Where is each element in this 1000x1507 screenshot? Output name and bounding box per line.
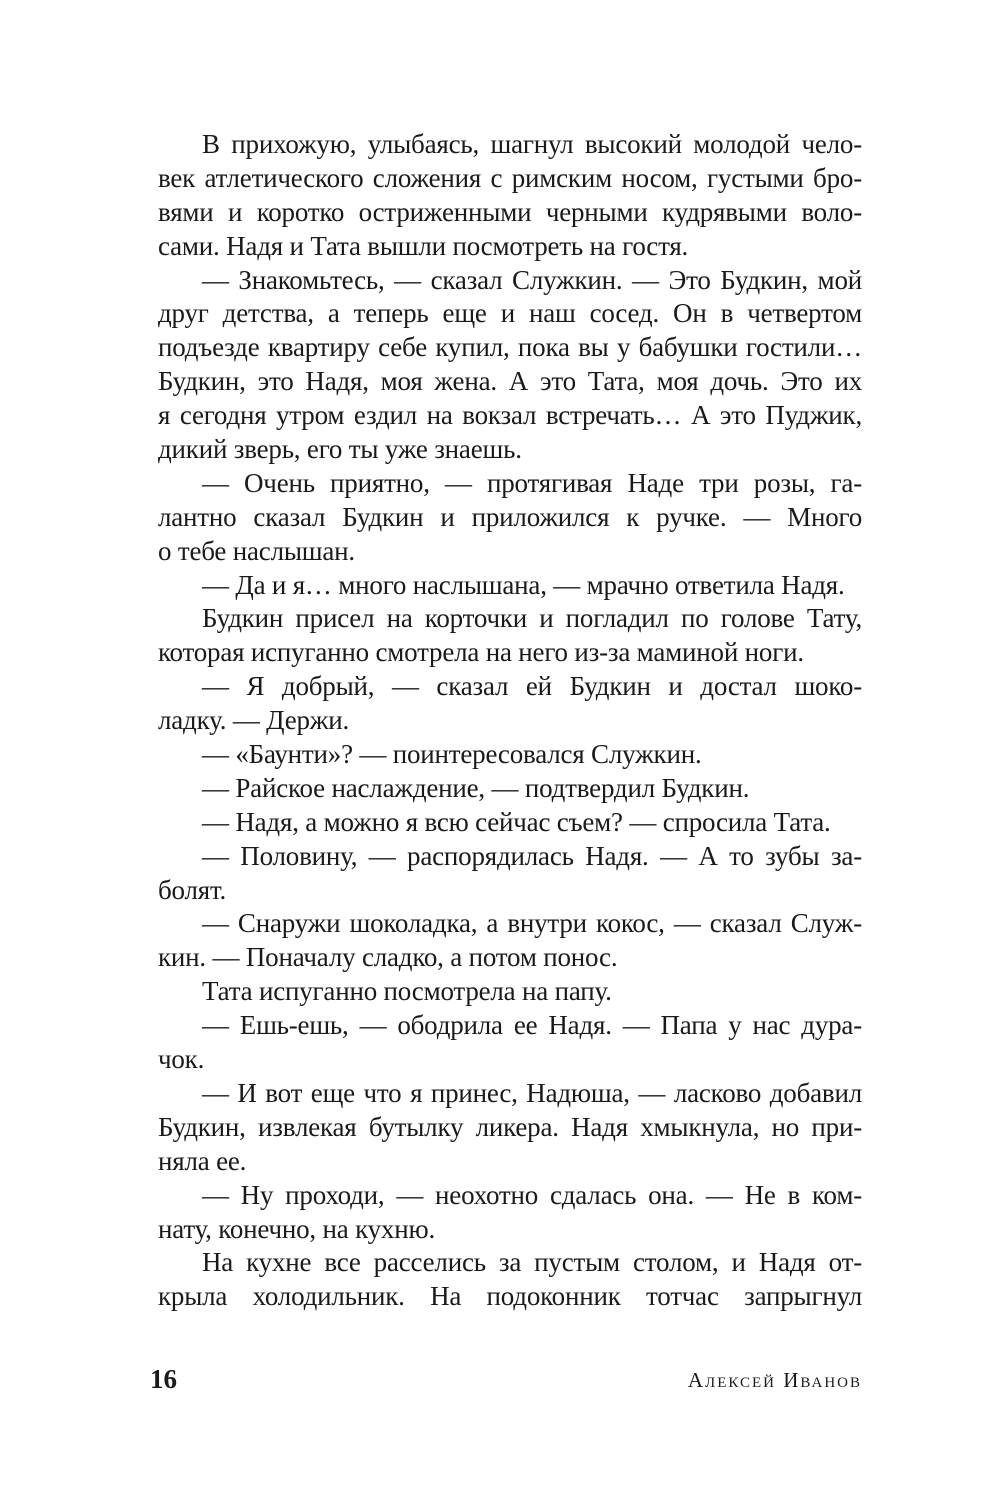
text-line: — Снаружи шоколадка, а внутри кокос, — сказал Служ-: [202, 908, 862, 939]
text-line: сами. Надя и Тата вышли посмотреть на гостя.: [158, 230, 689, 261]
text-line: подъезде квартиру себе купил, пока вы у бабушки гостили…: [158, 332, 862, 363]
body-text: [158, 128, 862, 1314]
text-line: болят.: [158, 874, 227, 905]
text-line: век атлетического сложения с римским носом, густыми бро-: [158, 162, 862, 193]
text-line: — «Баунти»? — поинтересовался Служкин.: [202, 739, 702, 770]
text-line: няла ее.: [158, 1145, 247, 1176]
text-line: — Ешь-ешь, — ободрила ее Надя. — Папа у нас дура-: [202, 1010, 862, 1041]
running-header-author: Алексей Иванов: [687, 1368, 862, 1392]
text-line: вями и коротко остриженными черными кудрявыми воло-: [158, 196, 862, 227]
text-line: — Да и я… много наслышана, — мрачно ответила Надя.: [202, 569, 845, 600]
text-line: — Райское наслаждение, — подтвердил Будкин.: [202, 772, 750, 803]
text-line: Будкин, это Надя, моя жена. А это Тата, моя дочь. Это их: [158, 366, 862, 397]
text-line: лантно сказал Будкин и приложился к ручке. — Много: [158, 501, 862, 532]
text-line: которая испуганно смотрела на него из-за маминой ноги.: [158, 637, 804, 668]
page-number: 16: [150, 1364, 177, 1394]
text-line: — Надя, а можно я всю сейчас съем? — спросила Тата.: [202, 806, 831, 837]
text-line: — Очень приятно, — протягивая Наде три розы, га-: [202, 467, 862, 498]
text-line: — Ну проходи, — неохотно сдалась она. — Не в ком-: [202, 1179, 862, 1210]
text-line: ладку. — Держи.: [158, 705, 350, 736]
text-line: Тата испуганно посмотрела на папу.: [202, 976, 612, 1007]
text-line: дикий зверь, его ты уже знаешь.: [158, 434, 522, 465]
text-line: — Знакомьтесь, — сказал Служкин. — Это Будкин, мой: [202, 264, 862, 295]
text-line: кин. — Поначалу сладко, а потом понос.: [158, 942, 618, 973]
text-line: — И вот еще что я принес, Надюша, — ласково добавил: [202, 1077, 862, 1108]
text-line: чок.: [158, 1044, 205, 1075]
text-line: Будкин, извлекая бутылку ликера. Надя хмыкнула, но при-: [158, 1111, 862, 1142]
text-line: На кухне все расселись за пустым столом, и Надя от-: [202, 1247, 862, 1278]
text-line: друг детства, а теперь еще и наш сосед. Он в четвертом: [158, 298, 862, 329]
text-line: Будкин присел на корточки и погладил по голове Тату,: [202, 603, 862, 634]
text-line: — Половину, — распорядилась Надя. — А то зубы за-: [202, 840, 862, 871]
text-line: — Я добрый, — сказал ей Будкин и достал шоко-: [202, 671, 862, 702]
text-line: В прихожую, улыбаясь, шагнул высокий молодой чело-: [202, 129, 862, 159]
text-line: я сегодня утром ездил на вокзал встречать… А это Пуджик,: [158, 400, 862, 431]
text-line: о тебе наслышан.: [158, 535, 355, 566]
text-line: крыла холодильник. На подоконник тотчас запрыгнул: [158, 1281, 862, 1312]
text-line: нату, конечно, на кухню.: [158, 1213, 435, 1244]
